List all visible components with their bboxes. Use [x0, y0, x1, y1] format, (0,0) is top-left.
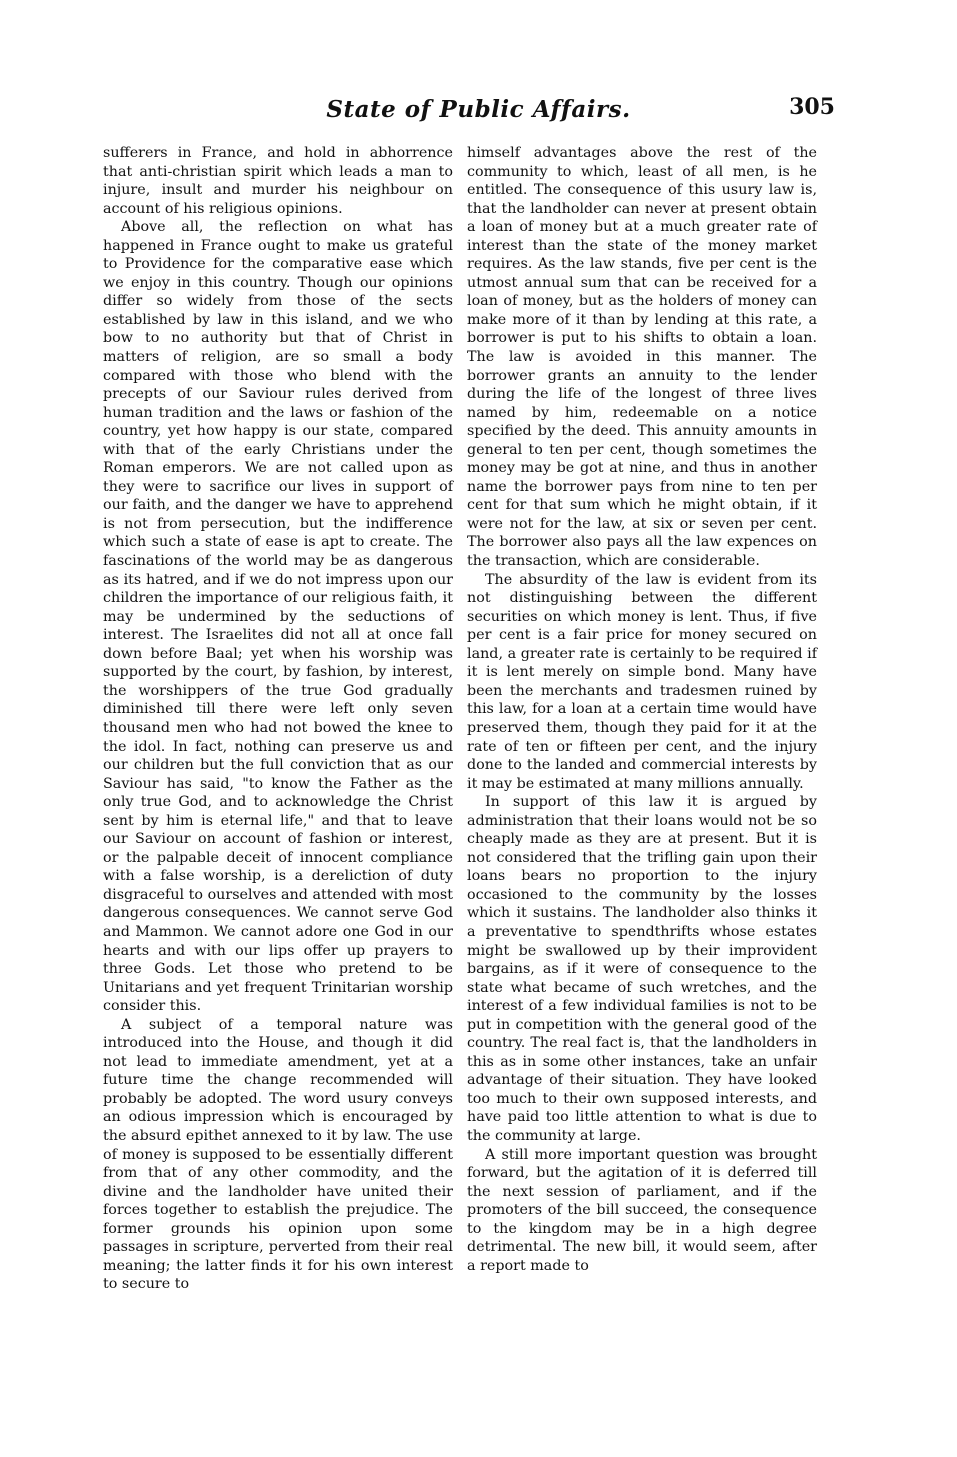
- paragraph: A still more important question was brought forward, but the agitation of it is deferred till the next session of parliament, and if the promoters of the bill succeed, the consequence to the kingdom may be in a high degree detrimental. The new bill, it would seem, after a report made to: [467, 1146, 817, 1274]
- paragraph: The absurdity of the law is evident from its not distinguishing between the different securities on which money is lent. Thus, if five per cent is a fair price for money secured on land, a greater rate is certainly to be required if it is lent merely on simple bond. Many have been the merchants and tradesmen ruined by this law, for a loan at a certain time would have preserved them, though they paid for it at the rate of ten or fifteen per cent, and the injury done to the landed and commercial interests by it may be estimated at many millions annually.: [467, 571, 817, 792]
- running-title: State of Public Affairs.: [326, 96, 631, 123]
- paragraph: sufferers in France, and hold in abhorrence that anti-christian spirit which leads a man to injure, insult and murder his neighbour on account of his religious opinions.: [103, 145, 453, 217]
- paragraph: In support of this law it is argued by administration that their loans would not be so cheaply made as they are at present. But it is not considered that the trifling gain upon their loans bears no proportion to the injury occasioned to the community by the losses which it sustains. The landholder also thinks it a preventative to spendthrifts whose estates might be swallowed up by their improvident bargains, as if it were of consequence to the state what became of such wretches, and the interest of a few individual families is not to be put in competition with the general good of the country. The real fact is, that the landholders in this as in some other instances, take an unfair advantage of their situation. They have looked too much to their own supposed interests, and have paid too little attention to what is due to the community at large.: [467, 794, 817, 1144]
- paragraph: A subject of a temporal nature was introduced into the House, and though it did not lead to immediate amendment, yet at a future time the change recommended will probably be adopted. The word usury conveys an odious impression which is encouraged by the absurd epithet annexed to it by law. The use of money is supposed to be essentially different from that of any other commodity, and the divine and the landholder have united their forces together to establish the prejudice. The former grounds his opinion upon some passages in scripture, perverted from their real meaning; the latter finds it for his own interest to secure to: [103, 1016, 453, 1293]
- page-number: 305: [789, 94, 835, 120]
- paragraph: himself advantages above the rest of the community to which, least of all men, is he entitled. The consequence of this usury law is, that the landholder can never at present obtain a loan of money but at a much greater rate of interest than the state of the money market requires. As the law stands, five per cent is the utmost annual sum that can be received for a loan of money, but as the holders of money can make more of it than by lending at this rate, a borrower is put to his shifts to obtain a loan. The law is avoided in this manner. The borrower grants an annuity to the lender during the life of the longest of three lives named by him, redeemable on a notice specified by the deed. This annuity amounts in general to ten per cent, though sometimes the money may be got at nine, and thus in another name the borrower pays from nine to ten per cent for that sum which he might obtain, if it were not for the law, at six or seven per cent. The borrower also pays all the law expences on the transaction, which are considerable.: [467, 145, 817, 570]
- page-header: [0, 92, 957, 132]
- paragraph: Above all, the reflection on what has happened in France ought to make us grateful to Providence for the comparative ease which we enjoy in this country. Though our opinions differ so widely from those of the sects established by law in this island, and we who bow to no authority but that of Christ in matters of religion, are so small a body compared with those who blend with the precepts of our Saviour rules derived from human tradition and the laws or fashion of the country, yet how happy is our state, compared with that of the early Christians under the Roman emperors. We are not called upon as they were to sacrifice our lives in support of our faith, and the danger we have to apprehend is not from persecution, but the indifference which such a state of ease is apt to create. The fascinations of the world may be as dangerous as its hatred, and if we do not impress upon our children the importance of our religious faith, it may be undermined by the seductions of interest. The Israelites did not all at once fall down before Baal; yet when his worship was supported by the court, by fashion, by interest, the worshippers of the true God gradually diminished till there were left only seven thousand men who had not bowed the knee to the idol. In fact, nothing can preserve us and our children but the full conviction that as our Saviour has said, "to know the Father as the only true God, and to acknowledge the Christ sent by him is eternal life," and that to leave our Saviour on account of fashion or interest, or the palpable deceit of innocent compliance with a false worship, is a dereliction of duty disgraceful to ourselves and attended with most dangerous consequences. We cannot serve God and Mammon. We cannot adore one God in our hearts and with our lips offer up prayers to three Gods. Let those who pretend to be Unitarians and yet frequent Trinitarian worship consider this.: [103, 219, 453, 1015]
- left-column: [103, 144, 453, 1294]
- right-column: [467, 144, 817, 1275]
